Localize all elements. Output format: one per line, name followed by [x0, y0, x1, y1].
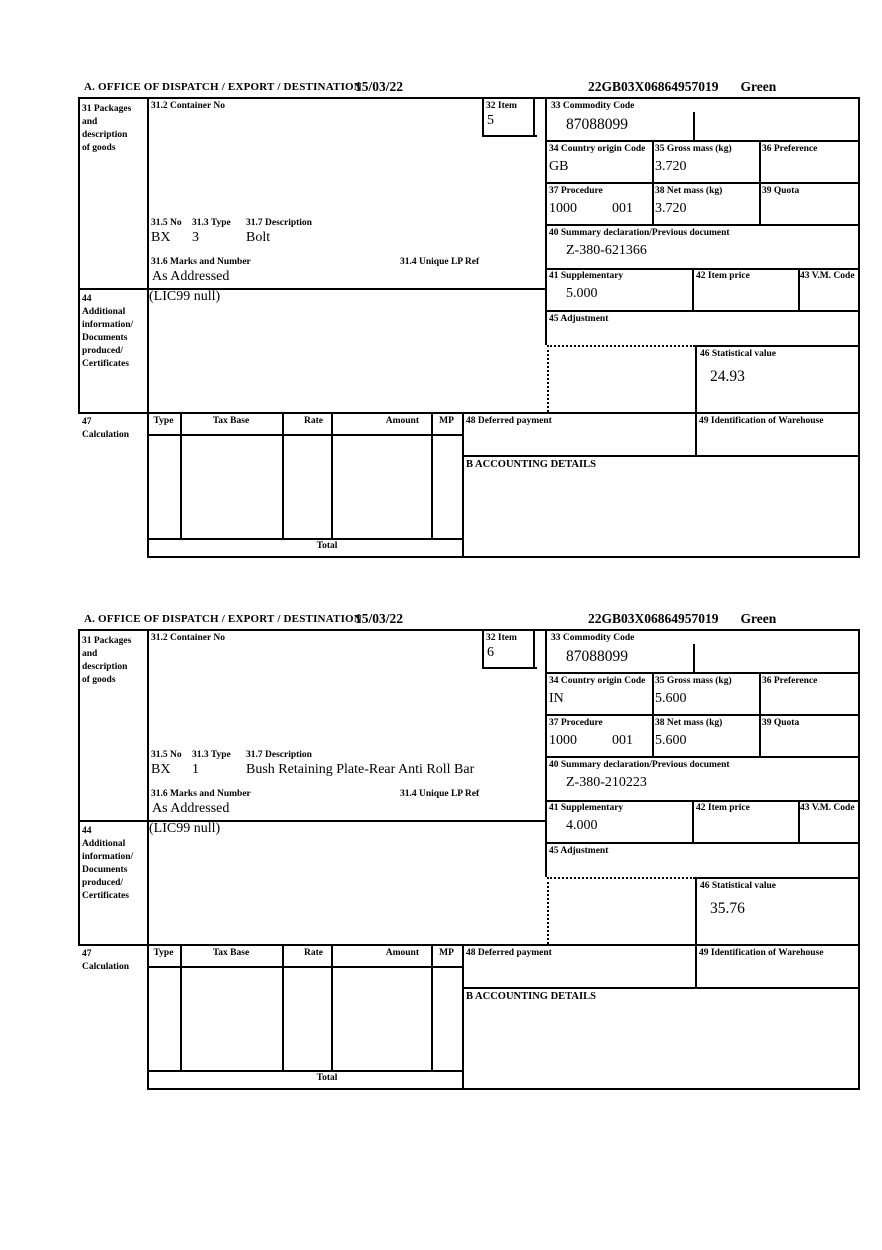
- marks-number-label: 31.6 Marks and Number: [151, 789, 251, 799]
- procedure-label: 37 Procedure: [549, 718, 603, 728]
- net-mass-value: 5.600: [655, 733, 687, 748]
- item-number: 5: [487, 113, 494, 128]
- net-mass-value: 3.720: [655, 201, 687, 216]
- vm-code-label: 43 V.M. Code: [800, 271, 855, 281]
- divider-line: [695, 345, 860, 347]
- statistical-value-label: 46 Statistical value: [700, 881, 776, 891]
- divider-line: [282, 412, 284, 538]
- summary-declaration-label: 40 Summary declaration/Previous document: [549, 760, 730, 770]
- net-mass-label: 38 Net mass (kg): [655, 186, 723, 196]
- column-header-type: Type: [153, 416, 174, 426]
- divider-line: [147, 1070, 464, 1072]
- packages-description-label: 31 Packages and description of goods: [82, 636, 132, 685]
- divider-line: [462, 455, 860, 457]
- country-origin-label: 34 Country origin Code: [549, 144, 646, 154]
- marks-number-label: 31.6 Marks and Number: [151, 257, 251, 267]
- divider-line: [78, 629, 860, 631]
- net-mass-label: 38 Net mass (kg): [655, 718, 723, 728]
- supplementary-value: 4.000: [566, 818, 598, 833]
- route-indicator: Green: [740, 79, 777, 94]
- preference-label: 36 Preference: [762, 144, 818, 154]
- date-value: 15/03/22: [355, 611, 404, 626]
- description-label: 31.7 Description: [246, 218, 312, 228]
- divider-line: [78, 97, 80, 412]
- preference-label: 36 Preference: [762, 676, 818, 686]
- divider-line: [695, 877, 697, 944]
- divider-line: [147, 97, 149, 558]
- divider-line: [462, 412, 464, 556]
- divider-line: [147, 538, 464, 540]
- country-origin-code: IN: [549, 691, 564, 706]
- additional-information-label: 44 Additional information/ Documents produced/ Certificates: [82, 294, 134, 369]
- column-header-amount: Amount: [385, 948, 419, 958]
- movement-reference-number: 22GB03X06864957019: [588, 611, 719, 626]
- description-label: 31.7 Description: [246, 750, 312, 760]
- divider-line: [695, 345, 697, 412]
- column-header-tax-base: Tax Base: [212, 948, 250, 958]
- accounting-details-label: B ACCOUNTING DETAILS: [466, 459, 596, 470]
- warehouse-id-label: 49 Identification of Warehouse: [699, 416, 824, 426]
- divider-line: [78, 629, 80, 944]
- dotted-divider-line: [547, 345, 549, 412]
- deferred-payment-label: 48 Deferred payment: [466, 416, 552, 426]
- divider-line: [545, 182, 860, 184]
- divider-line: [692, 800, 694, 842]
- divider-line: [858, 97, 860, 558]
- divider-line: [693, 644, 695, 672]
- package-type-value: 1: [192, 762, 199, 777]
- calculation-label: 47 Calculation: [82, 949, 129, 972]
- gross-mass-label: 35 Gross mass (kg): [655, 144, 732, 154]
- container-no-label: 31.2 Container No: [151, 101, 225, 111]
- package-type-label: 31.3 Type: [192, 218, 231, 228]
- divider-line: [180, 412, 182, 538]
- item-price-label: 42 Item price: [696, 271, 750, 281]
- additional-information-value: (LIC99 null): [149, 289, 221, 304]
- divider-line: [858, 629, 860, 1090]
- package-type-label: 31.3 Type: [192, 750, 231, 760]
- commodity-code: 87088099: [566, 116, 628, 133]
- divider-line: [545, 672, 860, 674]
- divider-line: [482, 135, 537, 137]
- divider-line: [545, 756, 860, 758]
- additional-information-value: (LIC99 null): [149, 821, 221, 836]
- container-no-label: 31.2 Container No: [151, 633, 225, 643]
- total-label: Total: [316, 541, 338, 551]
- dotted-divider-line: [547, 877, 549, 944]
- divider-line: [431, 944, 433, 1070]
- divider-line: [652, 672, 654, 756]
- declaration-item-block: [78, 75, 862, 567]
- route-indicator: Green: [740, 611, 777, 626]
- divider-line: [462, 944, 464, 1088]
- packages-description-label: 31 Packages and description of goods: [82, 104, 132, 153]
- divider-line: [759, 140, 761, 224]
- divider-line: [282, 944, 284, 1070]
- goods-description: Bush Retaining Plate-Rear Anti Roll Bar: [246, 762, 475, 777]
- quota-label: 39 Quota: [762, 186, 800, 196]
- divider-line: [482, 97, 484, 135]
- divider-line: [147, 966, 464, 968]
- package-no-label: 31.5 No: [151, 750, 182, 760]
- summary-declaration-label: 40 Summary declaration/Previous document: [549, 228, 730, 238]
- dotted-divider-line: [547, 877, 695, 879]
- column-header-tax-base: Tax Base: [212, 416, 250, 426]
- column-header-mp: MP: [439, 416, 454, 426]
- date-value: 15/03/22: [355, 79, 404, 94]
- vm-code-label: 43 V.M. Code: [800, 803, 855, 813]
- divider-line: [545, 714, 860, 716]
- divider-line: [78, 412, 860, 414]
- procedure-suffix: 001: [612, 733, 633, 748]
- supplementary-label: 41 Supplementary: [549, 803, 624, 813]
- divider-line: [545, 97, 547, 345]
- package-type-value: 3: [192, 230, 199, 245]
- gross-mass-value: 5.600: [655, 691, 687, 706]
- divider-line: [147, 629, 149, 1090]
- adjustment-label: 45 Adjustment: [549, 846, 609, 856]
- marks-number-value: As Addressed: [152, 801, 230, 816]
- divider-line: [482, 629, 484, 667]
- warehouse-id-label: 49 Identification of Warehouse: [699, 948, 824, 958]
- column-header-rate: Rate: [304, 948, 323, 958]
- divider-line: [652, 140, 654, 224]
- divider-line: [78, 97, 860, 99]
- deferred-payment-label: 48 Deferred payment: [466, 948, 552, 958]
- gross-mass-label: 35 Gross mass (kg): [655, 676, 732, 686]
- package-no-value: BX: [151, 230, 171, 245]
- commodity-code-label: 33 Commodity Code: [551, 101, 635, 111]
- column-header-amount: Amount: [385, 416, 419, 426]
- commodity-code-label: 33 Commodity Code: [551, 633, 635, 643]
- divider-line: [545, 800, 860, 802]
- package-no-value: BX: [151, 762, 171, 777]
- procedure-suffix: 001: [612, 201, 633, 216]
- column-header-type: Type: [153, 948, 174, 958]
- supplementary-label: 41 Supplementary: [549, 271, 624, 281]
- calculation-label: 47 Calculation: [82, 417, 129, 440]
- divider-line: [695, 944, 697, 987]
- divider-line: [695, 877, 860, 879]
- divider-line: [462, 987, 860, 989]
- divider-line: [693, 112, 695, 140]
- item-price-label: 42 Item price: [696, 803, 750, 813]
- divider-line: [545, 224, 860, 226]
- statistical-value: 24.93: [710, 368, 745, 385]
- procedure-code: 1000: [549, 733, 577, 748]
- divider-line: [545, 140, 860, 142]
- goods-description: Bolt: [246, 230, 271, 245]
- marks-number-value: As Addressed: [152, 269, 230, 284]
- column-header-rate: Rate: [304, 416, 323, 426]
- previous-document-value: Z-380-621366: [566, 243, 647, 258]
- statistical-value-label: 46 Statistical value: [700, 349, 776, 359]
- country-origin-code: GB: [549, 159, 569, 174]
- country-origin-label: 34 Country origin Code: [549, 676, 646, 686]
- column-header-mp: MP: [439, 948, 454, 958]
- total-label: Total: [316, 1073, 338, 1083]
- gross-mass-value: 3.720: [655, 159, 687, 174]
- divider-line: [482, 667, 537, 669]
- office-of-dispatch-label: A. OFFICE OF DISPATCH / EXPORT / DESTINATION: [84, 81, 362, 93]
- unique-lp-ref-label: 31.4 Unique LP Ref: [400, 257, 480, 267]
- procedure-code: 1000: [549, 201, 577, 216]
- divider-line: [331, 944, 333, 1070]
- declaration-item-block: [78, 607, 862, 1099]
- item-label: 32 Item: [486, 101, 517, 111]
- divider-line: [692, 268, 694, 310]
- item-number: 6: [487, 645, 494, 660]
- unique-lp-ref-label: 31.4 Unique LP Ref: [400, 789, 480, 799]
- additional-information-label: 44 Additional information/ Documents produced/ Certificates: [82, 826, 134, 901]
- package-no-label: 31.5 No: [151, 218, 182, 228]
- dotted-divider-line: [547, 345, 695, 347]
- movement-reference-number: 22GB03X06864957019: [588, 79, 719, 94]
- divider-line: [180, 944, 182, 1070]
- divider-line: [545, 268, 860, 270]
- divider-line: [147, 556, 860, 558]
- divider-line: [545, 310, 860, 312]
- office-of-dispatch-label: A. OFFICE OF DISPATCH / EXPORT / DESTINATION: [84, 613, 362, 625]
- divider-line: [533, 97, 535, 137]
- supplementary-value: 5.000: [566, 286, 598, 301]
- divider-line: [695, 412, 697, 455]
- procedure-label: 37 Procedure: [549, 186, 603, 196]
- adjustment-label: 45 Adjustment: [549, 314, 609, 324]
- divider-line: [533, 629, 535, 669]
- divider-line: [759, 672, 761, 756]
- declaration-reference: [588, 611, 776, 627]
- divider-line: [331, 412, 333, 538]
- divider-line: [147, 434, 464, 436]
- previous-document-value: Z-380-210223: [566, 775, 647, 790]
- divider-line: [78, 944, 860, 946]
- declaration-reference: [588, 79, 776, 95]
- divider-line: [147, 1088, 860, 1090]
- statistical-value: 35.76: [710, 900, 745, 917]
- item-label: 32 Item: [486, 633, 517, 643]
- commodity-code: 87088099: [566, 648, 628, 665]
- divider-line: [431, 412, 433, 538]
- divider-line: [545, 842, 860, 844]
- quota-label: 39 Quota: [762, 718, 800, 728]
- divider-line: [545, 629, 547, 877]
- accounting-details-label: B ACCOUNTING DETAILS: [466, 991, 596, 1002]
